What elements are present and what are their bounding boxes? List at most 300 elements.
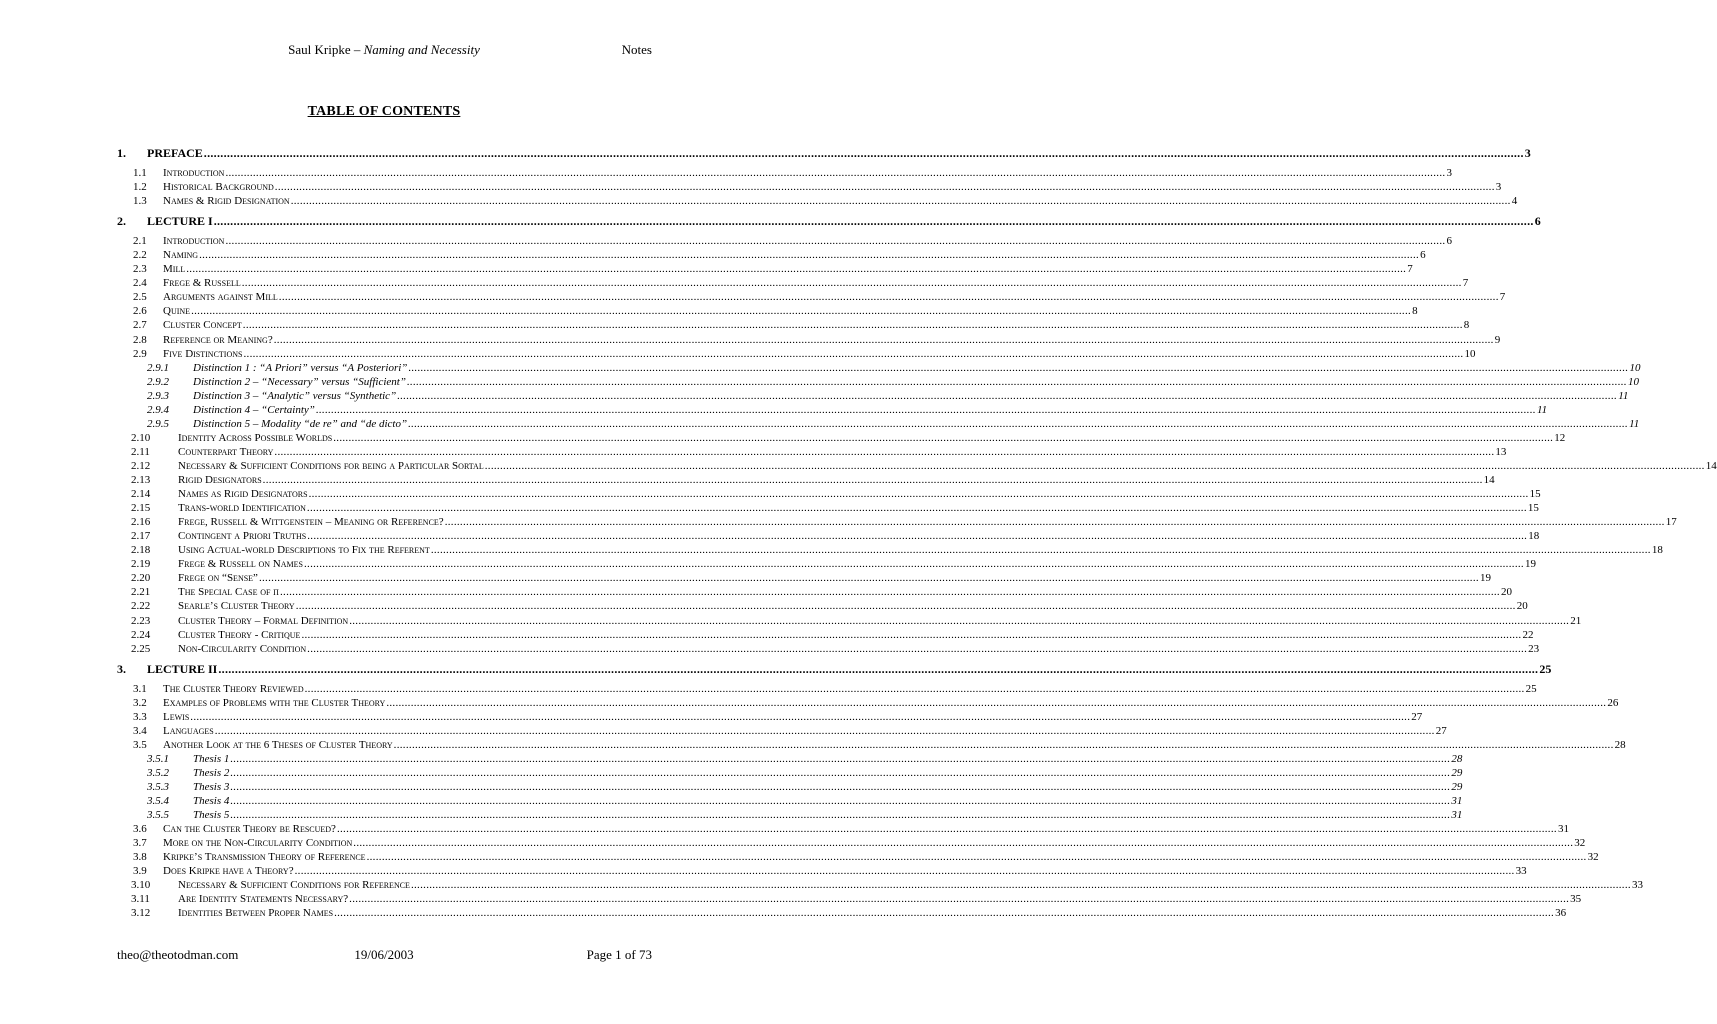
- toc-entry-line: [163, 262, 1413, 276]
- toc-entry-number: 2.13: [131, 474, 151, 486]
- toc-entry-number: 2.9.4: [147, 403, 169, 416]
- toc-entry-number: 1.3: [133, 195, 147, 208]
- toc-dot-leader: ................................................................................................................................................................................................................................................................................................................................................................................................................: [203, 146, 1524, 160]
- toc-dot-leader: ................................................................................................................................................................................................................................................................................................................................................................................................................: [241, 277, 1462, 290]
- toc-entry-page: 11: [1536, 403, 1548, 416]
- toc-dot-leader: ................................................................................................................................................................................................................................................................................................................................................................................................................: [214, 724, 1435, 737]
- toc-dot-leader: ................................................................................................................................................................................................................................................................................................................................................................................................................: [274, 445, 1495, 458]
- toc-entry-number: 3.11: [131, 893, 150, 906]
- toc-entry-title: Examples of Problems with the Cluster Theory: [163, 696, 386, 709]
- page-footer: [0, 947, 768, 965]
- toc-entry-3-3[interactable]: [0, 710, 1423, 724]
- toc-entry-line: [178, 473, 1495, 487]
- toc-entry-number: 3.2: [133, 696, 147, 709]
- toc-entry-page: 15: [1527, 502, 1539, 515]
- toc-entry-title: Non-Circularity Condition: [178, 642, 307, 655]
- toc-dot-leader: ................................................................................................................................................................................................................................................................................................................................................................................................................: [295, 600, 1516, 613]
- toc-entry-title: Using Actual-world Descriptions to Fix the Referent: [178, 544, 430, 557]
- toc-entry-title: Quine: [163, 305, 191, 318]
- toc-entry-number: 3.8: [133, 851, 147, 864]
- toc-entry-title: Necessary & Sufficient Conditions for being a Particular Sortal: [178, 459, 484, 472]
- toc-dot-leader: ................................................................................................................................................................................................................................................................................................................................................................................................................: [484, 459, 1705, 472]
- toc-entry-title: Identities Between Proper Names: [178, 907, 334, 920]
- toc-entry-line: [193, 794, 1463, 808]
- toc-entry-page: 7: [1407, 263, 1413, 276]
- toc-entry-title: Are Identity Statements Necessary?: [178, 893, 349, 906]
- toc-entry-number: 3.5.1: [147, 752, 169, 765]
- toc-entry-line: [178, 487, 1541, 501]
- toc-dot-leader: ................................................................................................................................................................................................................................................................................................................................................................................................................: [230, 752, 1451, 765]
- header-author: Saul Kripke –: [288, 42, 364, 57]
- footer-page-number: Page 1 of 73: [586, 947, 652, 962]
- toc-entry-title: The Special Case of π: [178, 586, 279, 599]
- toc-entry-title: Lewis: [163, 710, 190, 723]
- toc-entry-number: 2.17: [131, 530, 151, 543]
- toc-entry-title: Kripke’s Transmission Theory of Reference: [163, 851, 366, 864]
- toc-dot-leader: ................................................................................................................................................................................................................................................................................................................................................................................................................: [186, 263, 1407, 276]
- toc-entry-title: Cluster Theory - Critique: [178, 628, 301, 641]
- running-title: [0, 42, 768, 58]
- toc-dot-leader: ................................................................................................................................................................................................................................................................................................................................................................................................................: [349, 893, 1570, 906]
- toc-dot-leader: ................................................................................................................................................................................................................................................................................................................................................................................................................: [230, 795, 1451, 808]
- toc-entry-page: 22: [1522, 628, 1534, 641]
- toc-entry-title: Does Kripke have a Theory?: [163, 865, 294, 878]
- toc-entry-3-5-1[interactable]: [0, 752, 1463, 766]
- toc-entry-2-9-5[interactable]: [0, 417, 1640, 431]
- toc-entry-page: 31: [1451, 795, 1463, 808]
- toc-entry-title: The Cluster Theory Reviewed: [163, 682, 304, 695]
- toc-dot-leader: ................................................................................................................................................................................................................................................................................................................................................................................................................: [262, 474, 1483, 486]
- toc-entry-3-7[interactable]: [0, 836, 1586, 850]
- toc-entry-page: 9: [1494, 333, 1501, 346]
- toc-entry-page: 4: [1511, 195, 1518, 208]
- toc-entry-line: [147, 661, 1552, 676]
- toc-entry-line: [147, 146, 1531, 160]
- toc-entry-number: 2.19: [131, 558, 151, 571]
- toc-entry-page: 7: [1499, 291, 1506, 304]
- page-title: TABLE OF CONTENTS: [307, 104, 461, 119]
- toc-entry-page: 19: [1524, 558, 1536, 571]
- toc-entry-line: [178, 459, 1717, 473]
- toc-entry-line: [193, 766, 1463, 780]
- toc-entry-2-7[interactable]: [0, 318, 1470, 332]
- toc-dot-leader: ................................................................................................................................................................................................................................................................................................................................................................................................................: [218, 661, 1539, 676]
- toc-entry-3-9[interactable]: [0, 864, 1527, 878]
- toc-entry-number: 2.2: [133, 249, 147, 262]
- toc-entry-page: 12: [1554, 431, 1566, 444]
- toc-dot-leader: ................................................................................................................................................................................................................................................................................................................................................................................................................: [307, 642, 1528, 655]
- toc-entry-2-17[interactable]: [0, 529, 1540, 543]
- toc-entry-number: 2.9.3: [147, 389, 169, 402]
- toc-entry-number: 2.8: [133, 333, 147, 346]
- toc-entry-1-3[interactable]: [0, 194, 1518, 208]
- toc-entry-2-12[interactable]: [0, 459, 1717, 473]
- toc-entry-2-9-4[interactable]: [0, 403, 1548, 417]
- toc-entry-page: 33: [1631, 879, 1643, 892]
- toc-entry-page: 27: [1435, 724, 1447, 737]
- toc-entry-page: 3: [1495, 181, 1502, 194]
- toc-entry-line: [178, 878, 1643, 892]
- toc-entry-line: [178, 501, 1539, 515]
- toc-entry-number: 2.11: [131, 445, 150, 458]
- toc-entry-number: 2.4: [133, 277, 147, 290]
- toc-entry-2-6[interactable]: [0, 304, 1418, 318]
- toc-entry-1[interactable]: [0, 146, 1531, 160]
- toc-entry-line: [193, 808, 1463, 822]
- toc-entry-2-24[interactable]: [0, 628, 1534, 642]
- toc-entry-3-12[interactable]: [0, 906, 1567, 920]
- toc-entry-2-20[interactable]: [0, 571, 1491, 585]
- toc-entry-page: 18: [1528, 530, 1540, 543]
- toc-entry-number: 2.15: [131, 502, 151, 515]
- toc-dot-leader: ................................................................................................................................................................................................................................................................................................................................................................................................................: [334, 907, 1555, 920]
- toc-entry-2-15[interactable]: [0, 501, 1539, 515]
- toc-dot-leader: ................................................................................................................................................................................................................................................................................................................................................................................................................: [225, 167, 1446, 179]
- toc-dot-leader: ................................................................................................................................................................................................................................................................................................................................................................................................................: [199, 249, 1420, 262]
- toc-entry-title: Introduction: [163, 235, 225, 248]
- toc-entry-line: [178, 599, 1528, 613]
- toc-entry-number: 2.5: [133, 291, 147, 304]
- toc-entry-3-5-4[interactable]: [0, 794, 1463, 808]
- toc-entry-page: 28: [1614, 738, 1626, 751]
- toc-entry-3-6[interactable]: [0, 822, 1569, 836]
- toc-entry-3-1[interactable]: [0, 682, 1537, 696]
- toc-entry-page: 3: [1446, 167, 1452, 179]
- toc-dot-leader: ................................................................................................................................................................................................................................................................................................................................................................................................................: [306, 502, 1527, 515]
- toc-entry-line: [178, 515, 1677, 529]
- toc-entry-number: 3.1: [133, 682, 147, 695]
- toc-entry-number: 2.16: [131, 516, 151, 529]
- toc-entry-2-23[interactable]: [0, 614, 1582, 628]
- toc-entry-title: Cluster Theory – Formal Definition: [178, 614, 349, 627]
- header-work-title: Naming and Necessity: [363, 42, 480, 57]
- toc-entry-title: Languages: [163, 724, 214, 737]
- toc-entry-page: 26: [1607, 696, 1619, 709]
- toc-dot-leader: ................................................................................................................................................................................................................................................................................................................................................................................................................: [307, 530, 1528, 543]
- toc-entry-number: 2.9.5: [147, 417, 169, 430]
- toc-entry-page: 18: [1651, 544, 1663, 557]
- toc-dot-leader: ................................................................................................................................................................................................................................................................................................................................................................................................................: [279, 586, 1500, 599]
- toc-entry-line: [163, 290, 1506, 304]
- toc-entry-page: 10: [1464, 347, 1476, 360]
- toc-entry-number: 2.20: [131, 572, 151, 585]
- toc-entry-line: [178, 571, 1491, 585]
- toc-dot-leader: ................................................................................................................................................................................................................................................................................................................................................................................................................: [303, 558, 1524, 571]
- toc-entry-line: [163, 738, 1626, 752]
- toc-entry-number: 2.23: [131, 614, 151, 627]
- toc-entry-2-4[interactable]: [0, 276, 1469, 290]
- toc-entry-line: [163, 318, 1470, 332]
- toc-entry-line: [178, 585, 1512, 599]
- toc-entry-number: 2.9: [133, 347, 147, 360]
- toc-entry-number: 2.14: [131, 488, 151, 501]
- toc-entry-2-25[interactable]: [0, 642, 1540, 656]
- toc-dot-leader: ................................................................................................................................................................................................................................................................................................................................................................................................................: [230, 809, 1451, 822]
- toc-entry-number: 3.12: [131, 907, 151, 920]
- toc-entry-number: 2.10: [131, 431, 151, 444]
- footer-email: theo@theotodman.com: [117, 947, 239, 962]
- toc-entry-number: 2.3: [133, 263, 147, 276]
- toc-entry-page: 27: [1411, 710, 1423, 723]
- toc-entry-line: [178, 614, 1582, 628]
- toc-dot-leader: ................................................................................................................................................................................................................................................................................................................................................................................................................: [304, 682, 1525, 695]
- toc-entry-3-5-3[interactable]: [0, 780, 1463, 794]
- toc-entry-line: [163, 724, 1447, 738]
- toc-entry-line: [147, 214, 1541, 229]
- toc-entry-line: [163, 276, 1469, 290]
- toc-entry-number: 3.7: [133, 837, 147, 850]
- toc-entry-3-5[interactable]: [0, 738, 1626, 752]
- toc-entry-page: 20: [1500, 586, 1512, 599]
- toc-entry-page: 29: [1451, 781, 1463, 793]
- toc-entry-2-16[interactable]: [0, 515, 1677, 529]
- toc-entry-2-19[interactable]: [0, 557, 1536, 571]
- toc-entry-title: Naming: [163, 249, 199, 262]
- toc-entry-number: 3.9: [133, 865, 147, 878]
- toc-entry-title: PREFACE: [147, 146, 203, 160]
- toc-entry-3-4[interactable]: [0, 724, 1447, 738]
- toc-entry-title: Distinction 2 – “Necessary” versus “Sufficient”: [193, 375, 406, 388]
- toc-entry-title: Distinction 5 – Modality “de re” and “de dicto”: [193, 417, 408, 430]
- toc-entry-page: 6: [1446, 235, 1452, 248]
- toc-entry-title: LECTURE II: [147, 661, 218, 676]
- toc-entry-title: Frege, Russell & Wittgenstein – Meaning or Reference?: [178, 516, 444, 529]
- toc-entry-title: Can the Cluster Theory be Rescued?: [163, 823, 336, 836]
- toc-dot-leader: ................................................................................................................................................................................................................................................................................................................................................................................................................: [366, 851, 1587, 864]
- toc-entry-2-8[interactable]: [0, 333, 1501, 347]
- toc-entry-2-11[interactable]: [0, 445, 1507, 459]
- toc-entry-number: 1.2: [133, 181, 147, 194]
- toc-entry-line: [178, 431, 1566, 445]
- toc-dot-leader: ................................................................................................................................................................................................................................................................................................................................................................................................................: [393, 738, 1614, 751]
- page-header: [0, 42, 768, 60]
- toc-entry-2-5[interactable]: [0, 290, 1506, 304]
- toc-dot-leader: ................................................................................................................................................................................................................................................................................................................................................................................................................: [406, 375, 1627, 388]
- toc-entry-3-5-5[interactable]: [0, 808, 1463, 822]
- toc-entry-title: Identity Across Possible Worlds: [178, 431, 333, 444]
- toc-entry-3-10[interactable]: [0, 878, 1643, 892]
- toc-entry-title: LECTURE I: [147, 214, 213, 229]
- toc-entry-page: 35: [1570, 893, 1582, 906]
- toc-entry-title: Reference or Meaning?: [163, 333, 273, 346]
- toc-dot-leader: ................................................................................................................................................................................................................................................................................................................................................................................................................: [274, 181, 1495, 194]
- toc-entry-title: Rigid Designators: [178, 474, 262, 486]
- toc-entry-2-9-3[interactable]: [0, 389, 1629, 403]
- toc-entry-page: 29: [1451, 766, 1463, 779]
- toc-dot-leader: ................................................................................................................................................................................................................................................................................................................................................................................................................: [294, 865, 1515, 878]
- toc-dot-leader: ................................................................................................................................................................................................................................................................................................................................................................................................................: [349, 614, 1570, 627]
- toc-entry-page: 17: [1665, 516, 1677, 529]
- toc-entry-line: [178, 445, 1507, 459]
- toc-entry-line: [163, 333, 1501, 347]
- toc-entry-page: 32: [1574, 837, 1586, 850]
- toc-entry-2-21[interactable]: [0, 585, 1512, 599]
- toc-entry-title: Thesis 4: [193, 795, 230, 808]
- toc-entry-page: 20: [1516, 600, 1528, 613]
- toc-entry-line: [163, 304, 1418, 318]
- toc-entry-page: 15: [1529, 488, 1541, 501]
- toc-entry-page: 21: [1570, 614, 1582, 627]
- toc-entry-line: [193, 417, 1640, 431]
- toc-entry-number: 2.6: [133, 305, 147, 318]
- toc-dot-leader: ................................................................................................................................................................................................................................................................................................................................................................................................................: [258, 572, 1479, 585]
- toc-entry-2-18[interactable]: [0, 543, 1663, 557]
- toc-entry-title: Introduction: [163, 167, 225, 179]
- toc-entry-3-5-2[interactable]: [0, 766, 1463, 780]
- toc-entry-page: 31: [1557, 823, 1569, 836]
- toc-entry-title: Trans-world Identification: [178, 502, 306, 515]
- toc-entry-number: 1.1: [133, 167, 147, 179]
- toc-entry-title: Distinction 3 – “Analytic” versus “Synthetic”: [193, 389, 397, 402]
- toc-entry-line: [193, 375, 1639, 389]
- toc-entry-title: Names & Rigid Designation: [163, 195, 290, 208]
- toc-entry-title: Thesis 5: [193, 809, 230, 822]
- toc-entry-2-14[interactable]: [0, 487, 1541, 501]
- toc-entry-title: Frege & Russell: [163, 277, 241, 290]
- toc-entry-number: 3.5: [133, 738, 147, 751]
- toc-entry-number: 3.5.4: [147, 795, 169, 808]
- toc-entry-number: 2.1: [133, 235, 147, 248]
- toc-entry-title: More on the Non-Circularity Condition: [163, 837, 353, 850]
- toc-entry-3-8[interactable]: [0, 850, 1599, 864]
- toc-entry-line: [193, 389, 1629, 403]
- toc-entry-line: [163, 248, 1426, 262]
- toc-entry-title: Counterpart Theory: [178, 445, 274, 458]
- toc-entry-number: 3.: [117, 661, 126, 676]
- toc-entry-title: Searle’s Cluster Theory: [178, 600, 295, 613]
- toc-entry-2-9-2[interactable]: [0, 375, 1639, 389]
- toc-dot-leader: ................................................................................................................................................................................................................................................................................................................................................................................................................: [213, 214, 1534, 229]
- toc-entry-page: 6: [1534, 214, 1541, 229]
- toc-entry-number: 3.5.3: [147, 781, 169, 793]
- toc-entry-title: Another Look at the 6 Theses of Cluster Theory: [163, 738, 393, 751]
- toc-dot-leader: ................................................................................................................................................................................................................................................................................................................................................................................................................: [290, 195, 1511, 208]
- toc-entry-1-2[interactable]: [0, 180, 1502, 194]
- toc-entry-number: 2.9.2: [147, 375, 169, 388]
- toc-entry-line: [163, 234, 1452, 248]
- toc-entry-line: [163, 822, 1569, 836]
- toc-entry-2-10[interactable]: [0, 431, 1566, 445]
- toc-entry-page: 10: [1627, 375, 1639, 388]
- toc-entry-page: 36: [1555, 907, 1567, 920]
- toc-entry-title: Necessary & Sufficient Conditions for Reference: [178, 879, 410, 892]
- toc-dot-leader: ................................................................................................................................................................................................................................................................................................................................................................................................................: [243, 347, 1464, 360]
- toc-entry-number: 2.12: [131, 459, 151, 472]
- toc-entry-line: [163, 864, 1527, 878]
- toc-entry-number: 2.25: [131, 642, 151, 655]
- toc-entry-2-22[interactable]: [0, 599, 1528, 613]
- toc-entry-2-9[interactable]: [0, 347, 1476, 361]
- toc-entry-line: [163, 850, 1599, 864]
- toc-entry-line: [163, 166, 1452, 180]
- toc-entry-number: 3.3: [133, 710, 147, 723]
- toc-entry-number: 1.: [117, 146, 126, 160]
- toc-entry-line: [178, 557, 1536, 571]
- toc-entry-line: [178, 543, 1663, 557]
- toc-dot-leader: ................................................................................................................................................................................................................................................................................................................................................................................................................: [397, 389, 1618, 402]
- toc-dot-leader: ................................................................................................................................................................................................................................................................................................................................................................................................................: [190, 710, 1411, 723]
- toc-entry-page: 19: [1479, 572, 1491, 585]
- toc-entry-title: Thesis 3: [193, 781, 230, 793]
- toc-entry-page: 11: [1629, 417, 1640, 430]
- toc-dot-leader: ................................................................................................................................................................................................................................................................................................................................................................................................................: [225, 235, 1446, 248]
- toc-entry-line: [178, 642, 1540, 656]
- toc-entry-number: 2.18: [131, 544, 151, 557]
- toc-entry-3-11[interactable]: [0, 892, 1582, 906]
- toc-entry-2-13[interactable]: [0, 473, 1495, 487]
- toc-entry-title: Mill: [163, 263, 186, 276]
- toc-entry-page: 7: [1462, 277, 1469, 290]
- toc-dot-leader: ................................................................................................................................................................................................................................................................................................................................................................................................................: [336, 823, 1557, 836]
- toc-entry-number: 2.24: [131, 628, 151, 641]
- toc-entry-number: 3.4: [133, 724, 147, 737]
- toc-entry-page: 10: [1629, 361, 1641, 374]
- toc-dot-leader: ................................................................................................................................................................................................................................................................................................................................................................................................................: [230, 766, 1451, 779]
- toc-entry-title: Distinction 4 – “Certainty”: [193, 403, 315, 416]
- toc-entry-2-3[interactable]: [0, 262, 1413, 276]
- toc-entry-title: Arguments against Mill: [163, 291, 278, 304]
- toc-entry-page: 25: [1539, 661, 1552, 676]
- toc-entry-number: 2.22: [131, 600, 151, 613]
- toc-dot-leader: ................................................................................................................................................................................................................................................................................................................................................................................................................: [408, 361, 1629, 374]
- toc-entry-page: 14: [1483, 474, 1495, 486]
- toc-entry-title: Thesis 2: [193, 766, 230, 779]
- toc-entry-2-1[interactable]: [0, 234, 1452, 248]
- toc-entry-line: [193, 361, 1641, 375]
- toc-entry-2[interactable]: [0, 214, 1541, 229]
- toc-entry-line: [163, 347, 1476, 361]
- toc-dot-leader: ................................................................................................................................................................................................................................................................................................................................................................................................................: [301, 628, 1522, 641]
- toc-entry-number: 2.21: [131, 586, 151, 599]
- toc-entry-title: Distinction 1 : “A Priori” versus “A Posteriori”: [193, 361, 408, 374]
- toc-entry-2-2[interactable]: [0, 248, 1426, 262]
- toc-entry-line: [163, 180, 1502, 194]
- toc-entry-title: Frege on “Sense”: [178, 572, 258, 585]
- toc-dot-leader: ................................................................................................................................................................................................................................................................................................................................................................................................................: [191, 305, 1412, 318]
- toc-entry-line: [163, 710, 1423, 724]
- toc-entry-page: 32: [1587, 851, 1599, 864]
- toc-dot-leader: ................................................................................................................................................................................................................................................................................................................................................................................................................: [273, 333, 1494, 346]
- toc-entry-2-9-1[interactable]: [0, 361, 1641, 375]
- toc-entry-line: [163, 696, 1619, 710]
- toc-entry-1-1[interactable]: [0, 166, 1452, 180]
- toc-entry-3-2[interactable]: [0, 696, 1619, 710]
- toc-entry-title: Five Distinctions: [163, 347, 243, 360]
- toc-entry-page: 6: [1420, 249, 1426, 262]
- toc-dot-leader: ................................................................................................................................................................................................................................................................................................................................................................................................................: [333, 431, 1554, 444]
- toc-entry-page: 8: [1463, 319, 1470, 332]
- footer-date: 19/06/2003: [354, 947, 414, 962]
- toc-entry-number: 3.6: [133, 823, 147, 836]
- toc-entry-page: 11: [1618, 389, 1629, 402]
- toc-entry-page: 14: [1705, 459, 1717, 472]
- toc-entry-line: [193, 752, 1463, 766]
- toc-entry-page: 28: [1451, 752, 1463, 765]
- toc-entry-page: 23: [1528, 642, 1540, 655]
- toc-entry-title: Thesis 1: [193, 752, 230, 765]
- toc-entry-line: [193, 403, 1548, 417]
- toc-entry-number: 2.: [117, 214, 126, 229]
- toc-dot-leader: ................................................................................................................................................................................................................................................................................................................................................................................................................: [408, 417, 1629, 430]
- toc-entry-title: Cluster Concept: [163, 319, 242, 332]
- toc-dot-leader: ................................................................................................................................................................................................................................................................................................................................................................................................................: [278, 291, 1499, 304]
- toc-entry-3[interactable]: [0, 661, 1552, 676]
- toc-entry-title: Contingent a Priori Truths: [178, 530, 307, 543]
- toc-entry-line: [178, 906, 1567, 920]
- toc-dot-leader: ................................................................................................................................................................................................................................................................................................................................................................................................................: [308, 488, 1529, 501]
- toc-dot-leader: ................................................................................................................................................................................................................................................................................................................................................................................................................: [353, 837, 1574, 850]
- toc-entry-page: 33: [1515, 865, 1527, 878]
